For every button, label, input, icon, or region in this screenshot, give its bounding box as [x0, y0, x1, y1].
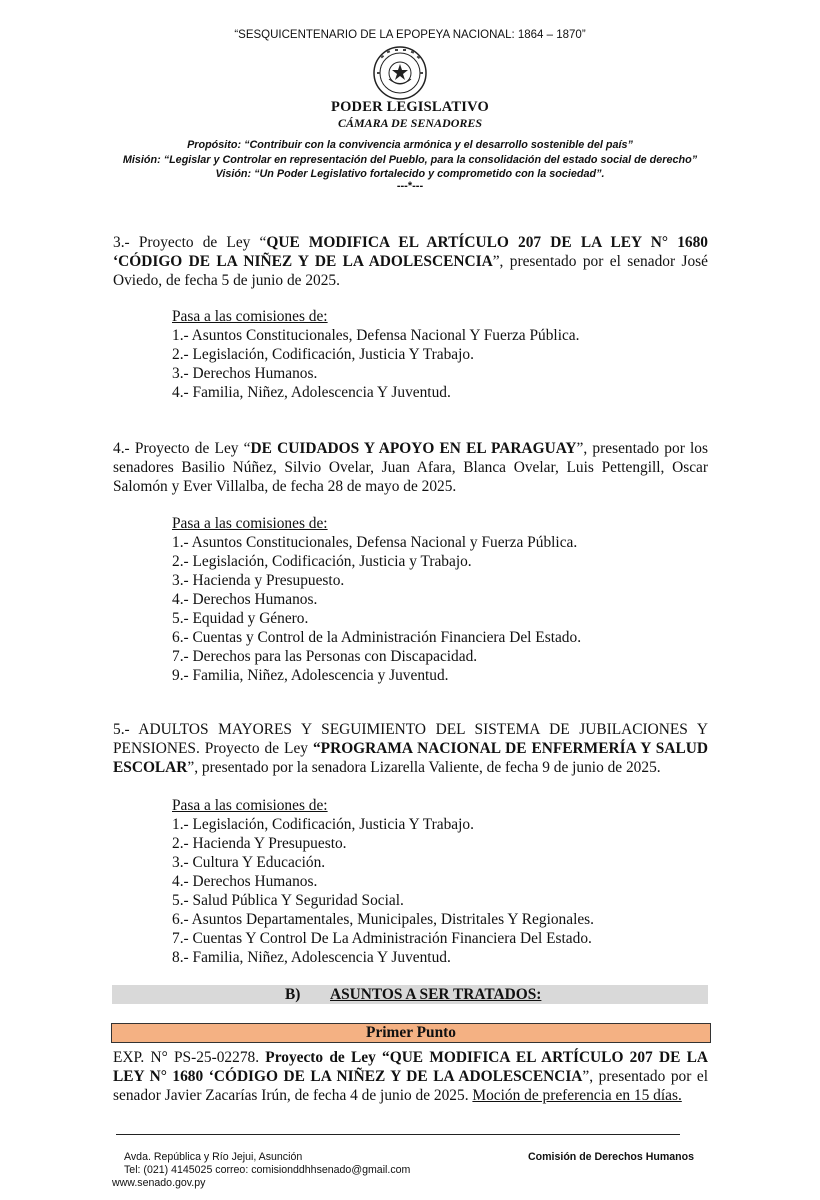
separator: ---*---	[396, 180, 424, 192]
item-4-paragraph: 4.- Proyecto de Ley “DE CUIDADOS Y APOYO EN EL PARAGUAY”, presentado por los senadores Basilio Núñez, Silvio Ovelar, Juan Afara, Blanca Ovelar, Luis Pettengill, Oscar Salomón y Ever Villalba, de fecha 28 de mayo de 2025.	[113, 440, 708, 495]
purpose-line: Propósito: “Contribuir con la convivencia armónica y el desarrollo sostenible del país”	[187, 139, 633, 151]
motion-text: Moción de preferencia en 15 días.	[472, 1087, 682, 1104]
list-item: 1.- Legislación, Codificación, Justicia Y Trabajo.	[172, 816, 474, 833]
list-item: 3.- Cultura Y Educación.	[172, 854, 326, 871]
vision-line: Visión: “Un Poder Legislativo fortalecido y comprometido con la sociedad”.	[215, 168, 605, 180]
list-item: 7.- Derechos para las Personas con Discapacidad.	[172, 648, 478, 665]
item-3-commission-list	[172, 307, 579, 402]
list-header: Pasa a las comisiones de:	[172, 797, 328, 814]
item-5-commission-list	[172, 796, 594, 967]
list-item: 3.- Derechos Humanos.	[172, 365, 318, 382]
list-item: 1.- Asuntos Constitucionales, Defensa Nacional Y Fuerza Pública.	[172, 327, 580, 344]
item-4-commission-list	[172, 514, 581, 685]
item-3-paragraph: 3.- Proyecto de Ley “QUE MODIFICA EL ARTÍCULO 207 DE LA LEY N° 1680 ‘CÓDIGO DE LA NIÑEZ Y DE LA ADOLESCENCIA”, presentado por el senador José Oviedo, de fecha 5 de junio de 2025.	[113, 234, 708, 289]
mission-line: Misión: “Legislar y Controlar en representación del Pueblo, para la consolidación del estado social de derecho”	[122, 153, 698, 166]
list-item: 6.- Asuntos Departamentales, Municipales, Distritales Y Regionales.	[172, 911, 595, 928]
footer-commission: Comisión de Derechos Humanos	[528, 1151, 695, 1163]
list-item: 5.- Equidad y Género.	[172, 610, 309, 627]
senate-seal-icon	[373, 46, 427, 100]
footer-contact: Tel: (021) 4145025 correo: comisionddhhsenado@gmail.com	[124, 1164, 411, 1176]
list-item: 9.- Familia, Niñez, Adolescencia y Juventud.	[172, 667, 449, 684]
list-item: 8.- Familia, Niñez, Adolescencia Y Juventud.	[172, 949, 451, 966]
org-title: PODER LEGISLATIVO	[331, 99, 489, 115]
list-item: 2.- Legislación, Codificación, Justicia Y Trabajo.	[172, 346, 474, 363]
list-item: 4.- Derechos Humanos.	[172, 873, 318, 890]
epigraph: “SESQUICENTENARIO DE LA EPOPEYA NACIONAL: 1864 – 1870”	[234, 29, 586, 41]
item-5-paragraph: 5.- ADULTOS MAYORES Y SEGUIMIENTO DEL SISTEMA DE JUBILACIONES Y PENSIONES. Proyecto de Ley “PROGRAMA NACIONAL DE ENFERMERÍA Y SALUD ESCOLAR”, presentado por la senadora Lizarella Valiente, de fecha 9 de junio de 2025.	[113, 721, 708, 776]
primer-punto-box: Primer Punto	[111, 1023, 711, 1043]
section-title: ASUNTOS A SER TRATADOS:	[330, 986, 542, 1003]
list-item: 7.- Cuentas Y Control De La Administración Financiera Del Estado.	[172, 930, 592, 947]
list-item: 2.- Legislación, Codificación, Justicia y Trabajo.	[172, 553, 472, 570]
list-item: 3.- Hacienda y Presupuesto.	[172, 572, 345, 589]
footer-website: www.senado.gov.py	[112, 1177, 206, 1189]
footer-divider	[116, 1134, 680, 1135]
list-item: 5.- Salud Pública Y Seguridad Social.	[172, 892, 404, 909]
mission-block	[0, 138, 820, 182]
section-b-bar	[112, 985, 708, 1004]
list-item: 4.- Derechos Humanos.	[172, 591, 318, 608]
list-header: Pasa a las comisiones de:	[172, 308, 328, 325]
footer-address: Avda. República y Río Jejui, Asunción	[124, 1151, 303, 1163]
list-header: Pasa a las comisiones de:	[172, 515, 328, 532]
org-subtitle: CÁMARA DE SENADORES	[337, 116, 483, 130]
list-item: 1.- Asuntos Constitucionales, Defensa Nacional y Fuerza Pública.	[172, 534, 578, 551]
primer-punto-paragraph: EXP. N° PS-25-02278. Proyecto de Ley “QUE MODIFICA EL ARTÍCULO 207 DE LA LEY N° 1680 ‘CÓDIGO DE LA NIÑEZ Y DE LA ADOLESCENCIA”, presentado por el senador Javier Zacarías Irún, de fecha 4 de junio de 2025. Moción de preferencia en 15 días.	[113, 1049, 708, 1104]
list-item: 6.- Cuentas y Control de la Administración Financiera Del Estado.	[172, 629, 582, 646]
list-item: 4.- Familia, Niñez, Adolescencia Y Juventud.	[172, 384, 451, 401]
section-letter: B)	[285, 986, 301, 1003]
list-item: 2.- Hacienda Y Presupuesto.	[172, 835, 347, 852]
